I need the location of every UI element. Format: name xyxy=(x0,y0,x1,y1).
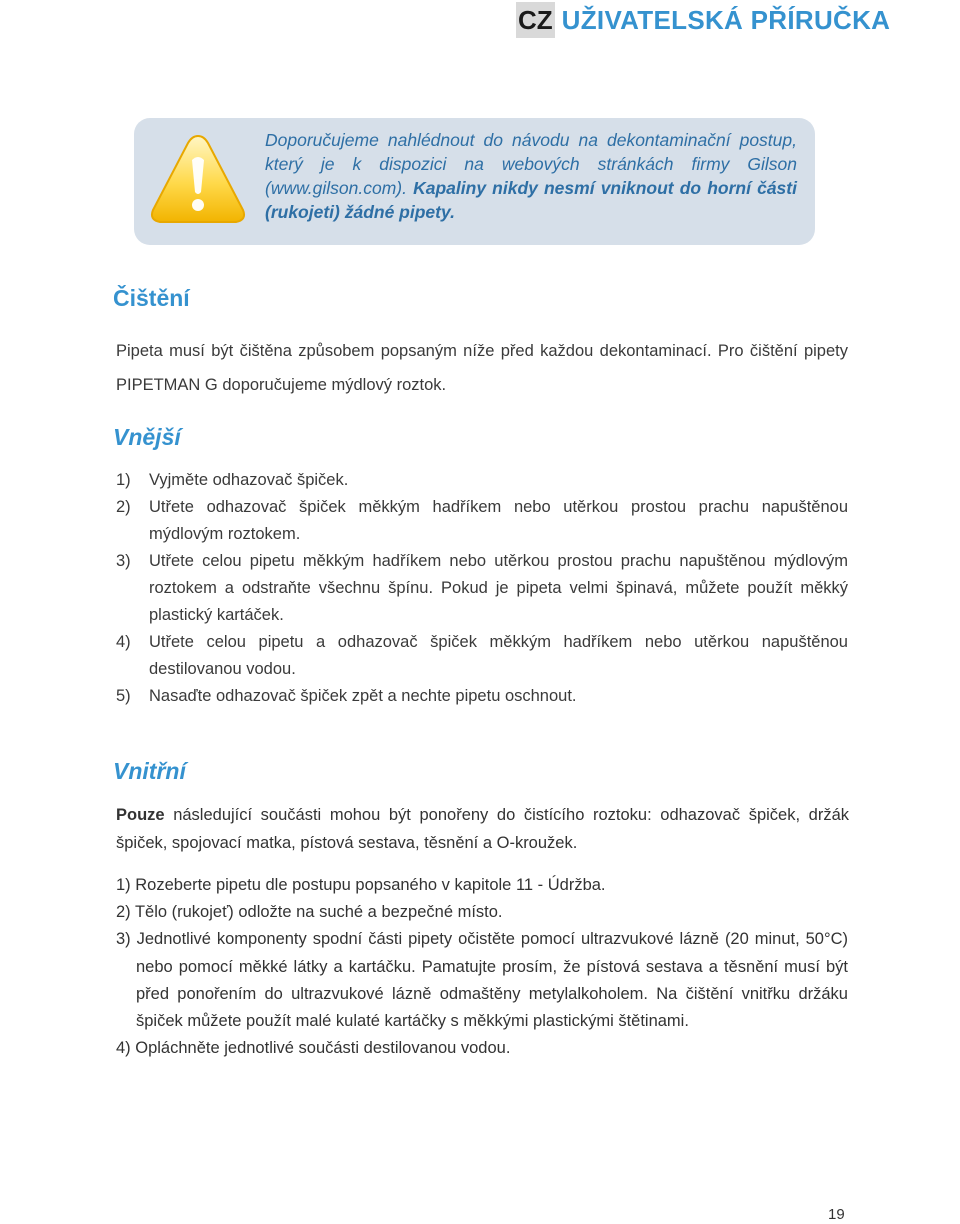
internal-intro-bold: Pouze xyxy=(116,806,165,824)
list-item-text: Utřete celou pipetu měkkým hadříkem nebo utěrkou prostou prachu napuštěnou mýdlovým roztokem a odstraňte všechnu špínu. Pokud je pipeta velmi špinavá, můžete použít měkký plastický kartáček. xyxy=(149,552,848,624)
page-number: 19 xyxy=(828,1206,845,1223)
list-item-text: Utřete odhazovač špiček měkkým hadříkem nebo utěrkou prostou prachu napuštěnou mýdlovým roztokem. xyxy=(149,498,848,543)
manual-title: UŽIVATELSKÁ PŘÍRUČKA xyxy=(561,4,891,35)
list-item xyxy=(116,494,848,548)
list-item: 1) Rozeberte pipetu dle postupu popsaného v kapitole 11 - Údržba. xyxy=(116,876,606,894)
heading-cleaning: Čištění xyxy=(113,285,190,311)
internal-steps-list xyxy=(116,872,848,1062)
list-item-number: 4) xyxy=(116,633,131,651)
external-steps-list xyxy=(116,467,848,710)
list-item: 3) Jednotlivé komponenty spodní části pipety očistěte pomocí ultrazvukové lázně (20 minut, 50°C) nebo pomocí měkké látky a kartáčku. Pamatujte prosím, že pístová sestava a těsnění musí být před ponořením do ultrazvukové lázně odmaštěny metylalkoholem. Na čištění vnitřku držáku špiček můžete použít malé kulaté kartáčky s měkkými plastickými štětinami. xyxy=(116,930,848,1031)
warning-icon xyxy=(148,130,248,230)
warning-text-normal: Doporučujeme nahlédnout do návodu na dekontaminační postup, který je k dispozici na webových stránkách firmy Gilson (www.gilson.com). xyxy=(265,130,797,198)
list-item-text: Nasaďte odhazovač špiček zpět a nechte pipetu oschnout. xyxy=(149,687,577,705)
list-item xyxy=(116,629,848,683)
list-item-number: 5) xyxy=(116,687,131,705)
cleaning-intro: Pipeta musí být čištěna způsobem popsaným níže před každou dekontaminací. Pro čištění pipety PIPETMAN G doporučujeme mýdlový roztok. xyxy=(116,342,848,394)
list-item-number: 2) xyxy=(116,498,131,516)
list-item: 2) Tělo (rukojeť) odložte na suché a bezpečné místo. xyxy=(116,903,503,922)
warning-text-bold: Kapaliny nikdy nesmí vniknout do horní části (rukojeti) žádné pipety. xyxy=(265,178,797,222)
warning-callout xyxy=(134,118,815,245)
language-badge: CZ xyxy=(516,2,555,38)
heading-internal: Vnitřní xyxy=(113,758,186,784)
internal-intro xyxy=(116,801,849,857)
internal-intro-rest: následující součásti mohou být ponořeny do čistícího roztoku: odhazovač špiček, držák špiček, spojovací matka, pístová sestava, těsnění a O-kroužek. xyxy=(116,806,849,852)
page-header xyxy=(516,2,890,38)
list-item-number: 3) xyxy=(116,552,131,570)
list-item-number: 1) xyxy=(116,471,131,489)
warning-text xyxy=(265,128,797,224)
list-item-text: Utřete celou pipetu a odhazovač špiček měkkým hadříkem nebo utěrkou napuštěnou destilovanou vodou. xyxy=(149,633,848,678)
list-item xyxy=(116,548,848,629)
list-item: 4) Opláchněte jednotlivé součásti destilovanou vodou. xyxy=(116,1039,511,1058)
list-item-text: Vyjměte odhazovač špiček. xyxy=(149,471,349,489)
list-item xyxy=(116,683,848,710)
heading-external: Vnější xyxy=(113,424,181,450)
list-item xyxy=(116,467,848,494)
